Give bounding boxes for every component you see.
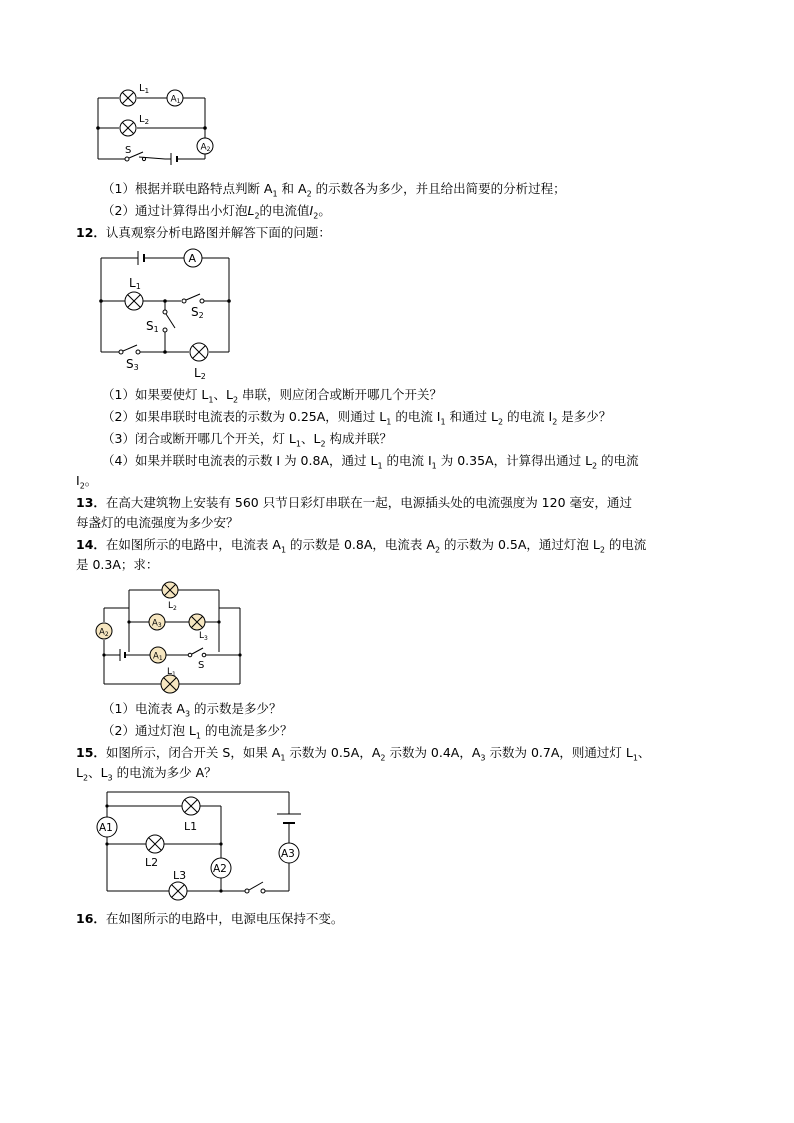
q16-stem: 16．在如图所示的电路中，电源电压保持不变。: [76, 911, 344, 926]
q14-ammeter-a1: [150, 647, 166, 663]
q14-label-s: S: [198, 660, 205, 671]
q15-stem: 15．如图所示，闭合开关 S，如果 $A_1$ 示数为 0.5A，$A_2$ 示数为 0.4A，$A_3$ 示数为 0.7A，则通过灯 $L_1$、: [76, 745, 651, 763]
q11-part-2: （2）通过计算得出小灯泡$L_2$的电流值$I_2$。: [102, 203, 331, 221]
q14-label-l1: $L_1$: [167, 667, 176, 678]
q15-lamp-l2: [146, 835, 164, 853]
svg-text:A3: A3: [152, 618, 162, 629]
q14-label-l2: $L_2$: [168, 601, 177, 612]
q14-lamp-l3: [189, 614, 205, 630]
q12-label-s1: S1: [146, 319, 159, 334]
q15-label-l2: L2: [145, 856, 159, 869]
q14-part-1: （1）电流表 $A_3$ 的示数是多少？: [102, 701, 282, 719]
q12-lamp-l1: [125, 292, 143, 310]
q14-lamp-l1: [161, 675, 179, 693]
q14-part-2: （2）通过灯泡 $L_1$ 的电流是多少？: [102, 723, 293, 741]
q11-lamp-l1: [120, 90, 136, 106]
q14-circuit-diagram: [92, 578, 252, 698]
q15-label-l3: L3: [173, 869, 187, 882]
svg-text:A2: A2: [99, 627, 109, 638]
q15-lamp-l3: [169, 882, 187, 900]
svg-text:A1: A1: [99, 822, 113, 834]
q12-part-4-cont: $I_2$。: [76, 473, 98, 491]
q14-label-l3: $L_3$: [199, 631, 208, 642]
svg-text:A2: A2: [200, 142, 211, 153]
q12-part-3: （3）闭合或断开哪几个开关，灯 $L_1$、$L_2$ 构成并联？: [102, 431, 393, 449]
q12-lamp-l2: [190, 343, 208, 361]
q12-stem: 12．认真观察分析电路图并解答下面的问题：: [76, 225, 331, 240]
q11-ammeter-a1: [167, 90, 183, 106]
q11-label-l1: $L_1$: [139, 83, 150, 95]
q12-part-2: （2）如果串联时电流表的示数为 0.25A，则通过 $L_1$ 的电流 $I_1$ 和通过 $L_2$ 的电流 $I_2$ 是多少？: [102, 409, 612, 427]
q12-part-1: （1）如果要使灯 $L_1$、$L_2$ 串联，则应闭合或断开哪几个开关？: [102, 387, 443, 405]
svg-text:A2: A2: [213, 863, 227, 875]
q15-stem-cont: $L_2$、$L_3$ 的电流为多少 A？: [76, 765, 217, 783]
q12-label-s3: S3: [126, 357, 139, 372]
q14-lamp-l2: [162, 582, 178, 598]
q15-ammeter-a2: [211, 858, 231, 878]
svg-text:A: A: [188, 252, 197, 265]
q14-stem-cont: 是 0.3A；求：: [76, 557, 159, 572]
q11-circuit-diagram: [95, 82, 225, 166]
q12-ammeter-a: [184, 249, 202, 267]
q11-lamp-l2: [120, 120, 136, 136]
q11-label-s: S: [125, 145, 132, 156]
q12-circuit-diagram: [96, 248, 236, 384]
q15-ammeter-a1: [97, 817, 117, 837]
q14-ammeter-a3: [149, 614, 165, 630]
q11-part-1: （1）根据并联电路特点判断 $A_1$ 和 $A_2$ 的示数各为多少，并且给出简要的分析过程；: [102, 181, 566, 199]
q14-ammeter-a2: [96, 623, 112, 639]
q13-stem: 13．在高大建筑物上安装有 560 只节日彩灯串联在一起，电源插头处的电流强度为 120 毫安，通过: [76, 495, 633, 510]
q15-circuit-diagram: [95, 786, 307, 898]
q12-part-4: （4）如果并联时电流表的示数 I 为 0.8A，通过 $L_1$ 的电流 $I_1$ 为 0.35A，计算得出通过 $L_2$ 的电流: [102, 453, 639, 471]
svg-text:A3: A3: [281, 848, 295, 860]
q11-ammeter-a2: [197, 138, 213, 154]
q12-label-l2: L2: [194, 366, 206, 381]
q15-ammeter-a3: [279, 843, 299, 863]
q12-label-s2: S2: [191, 305, 204, 320]
q14-stem: 14．在如图所示的电路中，电流表 $A_1$ 的示数是 0.8A，电流表 $A_2$ 的示数为 0.5A，通过灯泡 $L_2$ 的电流: [76, 537, 647, 555]
q13-stem-cont: 每盏灯的电流强度为多少安？: [76, 515, 239, 530]
q15-lamp-l1: [182, 797, 200, 815]
svg-text:A1: A1: [153, 651, 163, 662]
q11-label-l2: $L_2$: [139, 114, 150, 126]
q12-label-l1: L1: [129, 276, 141, 291]
q15-label-l1: L1: [184, 820, 198, 833]
svg-text:A1: A1: [170, 94, 181, 105]
